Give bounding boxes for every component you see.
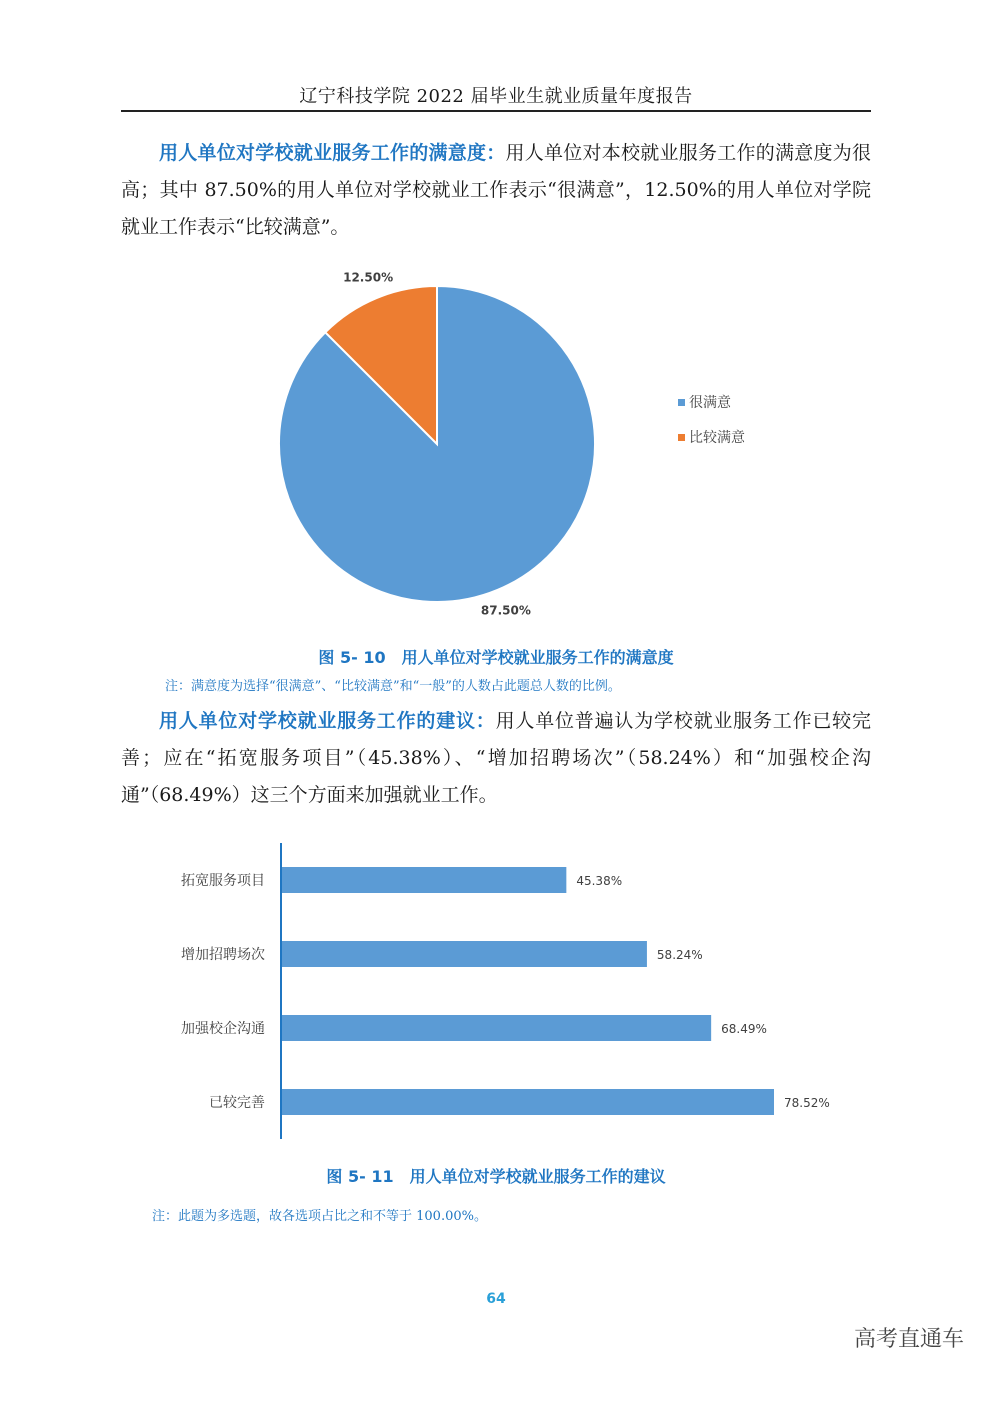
category-label: 拓宽服务项目: [181, 873, 265, 889]
report-header: 辽宁科技学院 2022 届毕业生就业质量年度报告: [299, 86, 693, 107]
figure-caption: 图 5- 10 用人单位对学校就业服务工作的满意度: [318, 648, 674, 667]
figure-note: 注：满意度为选择“很满意”、“比较满意”和“一般”的人数占此题总人数的比例。: [165, 679, 621, 694]
category-label: 已较完善: [209, 1095, 265, 1111]
pie-value-label: 87.50%: [480, 603, 531, 618]
watermark: 高考直通车: [853, 1327, 964, 1352]
bar-value-label: 58.24%: [656, 948, 703, 962]
category-label: 加强校企沟通: [181, 1021, 265, 1037]
pie-value-label: 12.50%: [343, 270, 394, 285]
bar-value-label: 45.38%: [576, 874, 623, 888]
figure-caption: 图 5- 11 用人单位对学校就业服务工作的建议: [326, 1167, 666, 1186]
legend-marker: [678, 434, 685, 441]
legend-label: 比较满意: [689, 430, 745, 446]
category-label: 增加招聘场次: [181, 947, 265, 963]
bar-value-label: 68.49%: [721, 1022, 767, 1036]
paragraph-body: 用人单位普遍认为学校就业服务工作已较完善；应在“拓宽服务项目”（45.38%）、“增加招聘场次”（58.24%）和“加强校企沟通”（68.49%）这三个方面来加强就业工作。: [121, 710, 871, 806]
paragraph-suggestions: [121, 703, 871, 814]
legend-marker: [678, 399, 685, 406]
bar-value-label: 78.52%: [784, 1096, 830, 1110]
paragraph-lead: 用人单位对学校就业服务工作的满意度：: [159, 142, 506, 164]
paragraph-body: 用人单位对本校就业服务工作的满意度为很高；其中 87.50%的用人单位对学校就业工作表示“很满意”，12.50%的用人单位对学院就业工作表示“比较满意”。: [121, 142, 871, 238]
paragraph-lead: 用人单位对学校就业服务工作的建议：: [159, 710, 496, 732]
page-number: 64: [486, 1291, 506, 1307]
figure-note: 注：此题为多选题，故各选项占比之和不等于 100.00%。: [152, 1209, 487, 1224]
legend-label: 很满意: [689, 395, 731, 411]
